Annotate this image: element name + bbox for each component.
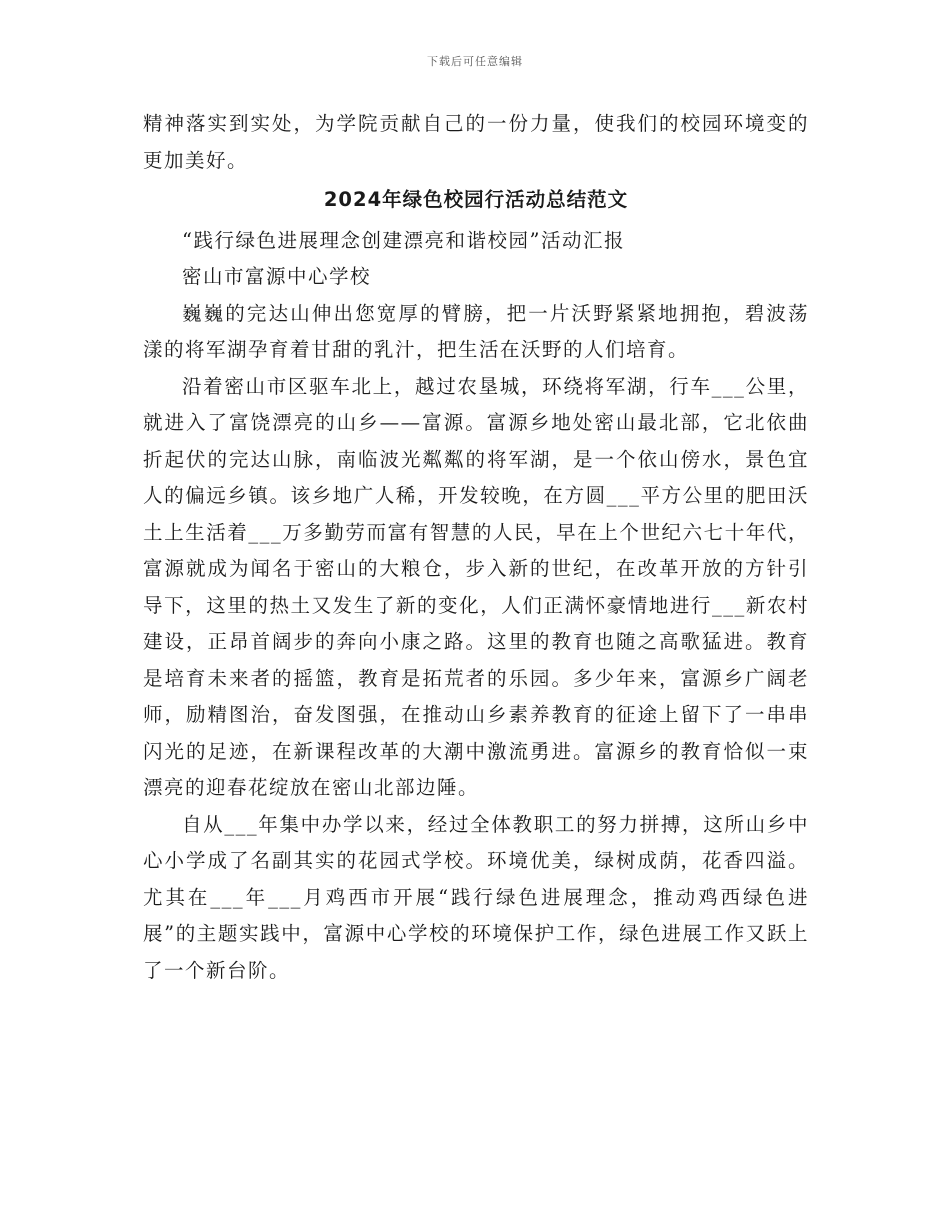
body-paragraph-1: 巍巍的完达山伸出您宽厚的臂膀，把一片沃野紧紧地拥抱，碧波荡漾的将军湖孕育着甘甜的乳汁，把生活在沃野的人们培育。 [143, 301, 809, 361]
document-body [143, 106, 809, 989]
header-note: 下载后可任意编辑 [427, 55, 523, 68]
report-subtitle: “践行绿色进展理念创建漂亮和谐校园”活动汇报 [182, 228, 625, 252]
body-paragraph-3: 自从___年集中办学以来，经过全体教职工的努力拼搏，这所山乡中心小学成了名副其实的花园式学校。环境优美，绿树成荫，花香四溢。尤其在___年___月鸡西市开展“践行绿色进展理念，推动鸡西绿色进展”的主题实践中，富源中心学校的环境保护工作，绿色进展工作又跃上了一个新台阶。 [143, 812, 809, 982]
body-paragraph-2: 沿着密山市区驱车北上，越过农垦城，环绕将军湖，行车___公里，就进入了富饶漂亮的山乡——富源。富源乡地处密山最北部，它北依曲折起伏的完达山脉，南临波光粼粼的将军湖，是一个依山傍水，景色宜人的偏远乡镇。该乡地广人稀，开发较晚，在方圆___平方公里的肥田沃土上生活着___万多勤劳而富有智慧的人民，早在上个世纪六七十年代，富源就成为闻名于密山的大粮仓，步入新的世纪，在改革开放的方针引导下，这里的热土又发生了新的变化，人们正满怀豪情地进行___新农村建设，正昂首阔步的奔向小康之路。这里的教育也随之高歌猛进。教育是培育未来者的摇篮，教育是拓荒者的乐园。多少年来，富源乡广阔老师，励精图治，奋发图强，在推动山乡素养教育的征途上留下了一串串闪光的足迹，在新课程改革的大潮中激流勇进。富源乡的教育恰似一束漂亮的迎春花绽放在密山北部边陲。 [143, 374, 809, 799]
school-name: 密山市富源中心学校 [182, 265, 372, 288]
document-title: 2024年绿色校园行活动总结范文 [323, 188, 629, 211]
continuation-paragraph: 精神落实到实处，为学院贡献自己的一份力量，使我们的校园环境变的更加美好。 [143, 112, 809, 172]
